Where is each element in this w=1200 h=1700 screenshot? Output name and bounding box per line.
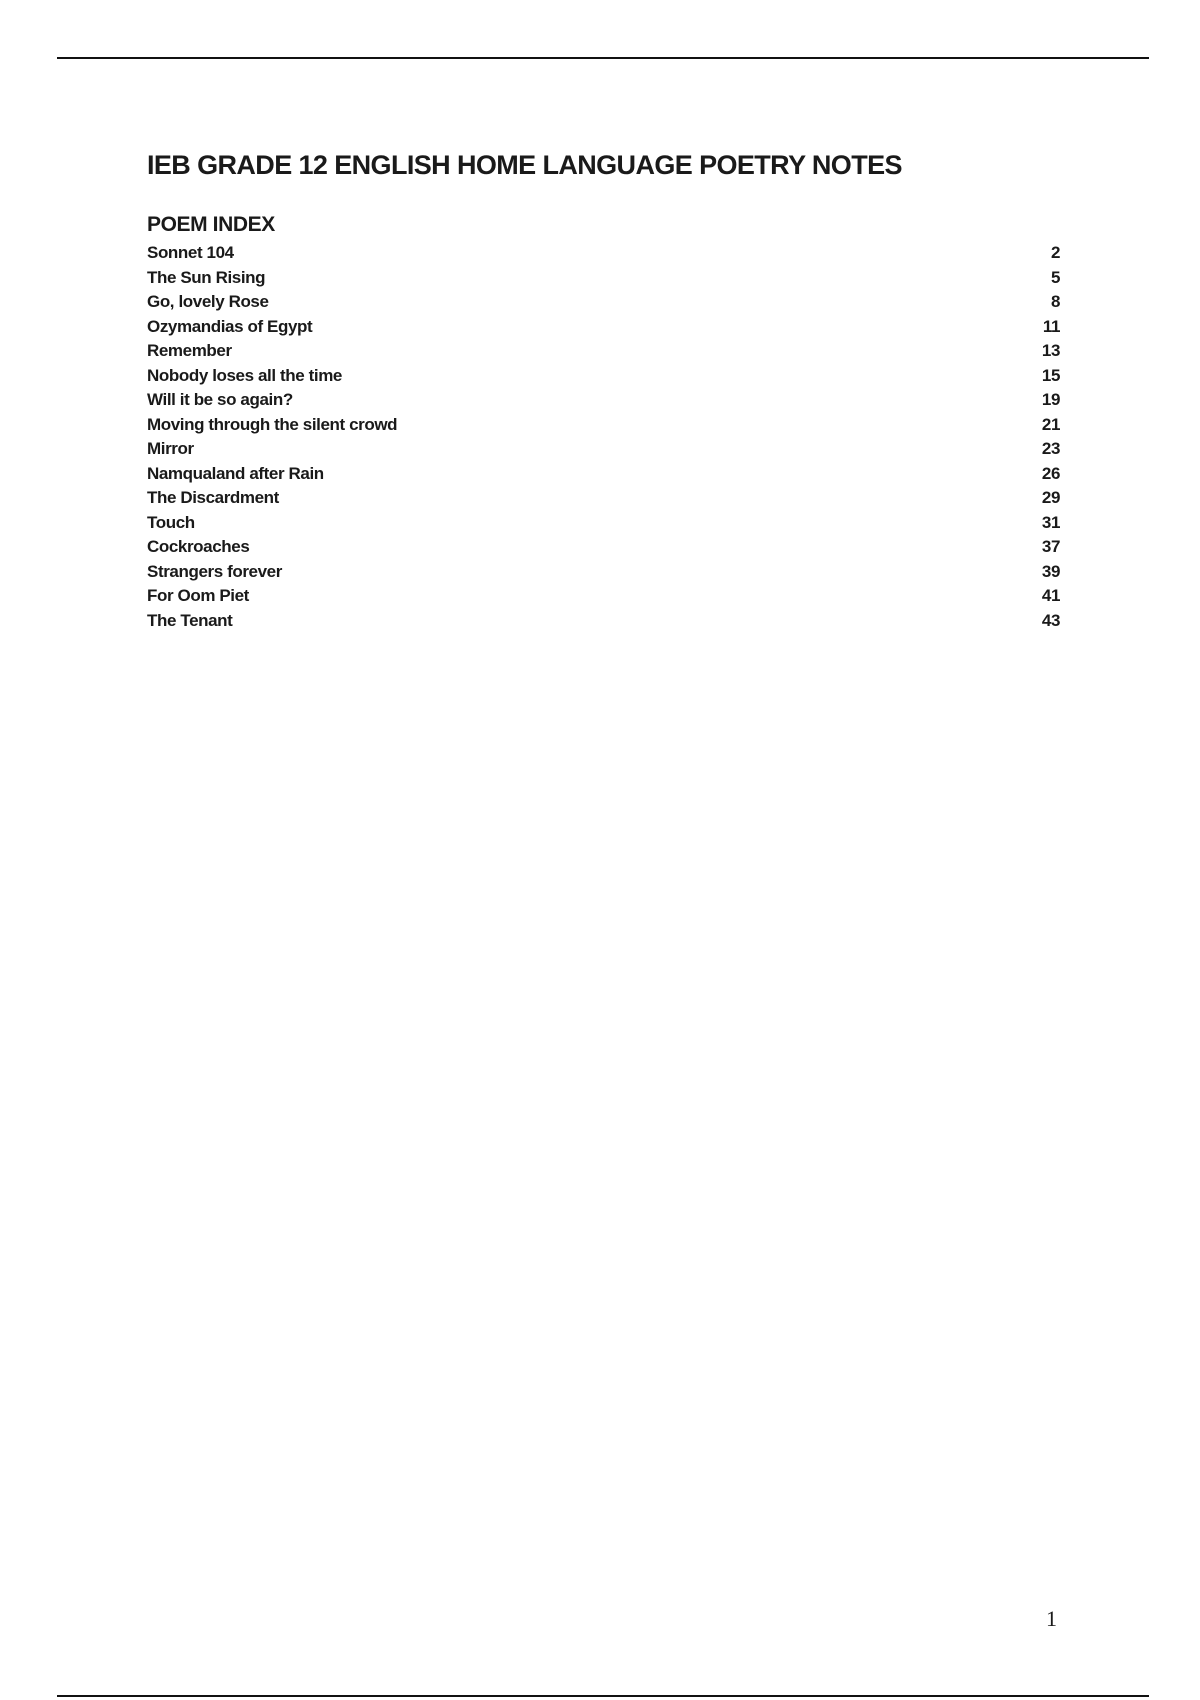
poem-page: 31	[1041, 512, 1060, 532]
poem-title: Ozymandias of Egypt	[147, 316, 313, 336]
poem-page: 5	[1050, 267, 1060, 287]
poem-index	[147, 241, 1060, 633]
header-rule	[57, 57, 1149, 59]
poem-title: Namqualand after Rain	[147, 463, 324, 483]
poem-page: 23	[1041, 439, 1060, 458]
poem-page: 19	[1041, 390, 1060, 409]
index-entry	[147, 609, 1060, 634]
index-entry	[147, 486, 1060, 511]
index-entry	[147, 315, 1060, 340]
poem-title: Touch	[147, 512, 195, 532]
poem-page: 8	[1050, 292, 1060, 311]
poem-page: 43	[1041, 610, 1060, 630]
index-entry	[147, 364, 1060, 389]
poem-title: Remember	[147, 341, 232, 360]
footer-rule	[57, 1695, 1149, 1697]
index-heading: POEM INDEX	[147, 213, 275, 236]
poem-title: The Discardment	[147, 488, 279, 507]
index-entry	[147, 535, 1060, 560]
document-title: IEB GRADE 12 ENGLISH HOME LANGUAGE POETRY NOTES	[147, 150, 902, 180]
index-entry	[147, 388, 1060, 413]
poem-page: 39	[1041, 561, 1060, 581]
poem-page: 26	[1041, 463, 1060, 483]
index-entry	[147, 290, 1060, 315]
index-entry	[147, 511, 1060, 536]
poem-title: Nobody loses all the time	[147, 365, 342, 385]
index-entry	[147, 462, 1060, 487]
index-entry	[147, 339, 1060, 364]
index-entry	[147, 266, 1060, 291]
poem-title: Cockroaches	[147, 537, 250, 556]
poem-page: 41	[1041, 586, 1060, 605]
poem-title: Moving through the silent crowd	[147, 414, 398, 434]
poem-title: Sonnet 104	[147, 243, 234, 262]
poem-title: Strangers forever	[147, 561, 282, 581]
poem-title: Mirror	[147, 439, 194, 458]
index-entry	[147, 560, 1060, 585]
page-number: 1	[1046, 1606, 1057, 1631]
poem-page: 11	[1042, 316, 1060, 336]
poem-page: 37	[1041, 537, 1060, 556]
poem-page: 2	[1050, 243, 1060, 262]
poem-title: Will it be so again?	[147, 390, 293, 409]
index-entry	[147, 437, 1060, 462]
poem-page: 13	[1041, 341, 1060, 360]
index-entry	[147, 413, 1060, 438]
poem-title: For Oom Piet	[147, 586, 249, 605]
poem-title: The Tenant	[147, 610, 233, 630]
poem-title: The Sun Rising	[147, 267, 266, 287]
index-entry	[147, 584, 1060, 609]
index-entry	[147, 241, 1060, 266]
poem-page: 29	[1041, 488, 1060, 507]
poem-page: 15	[1041, 365, 1060, 385]
poem-title: Go, lovely Rose	[147, 292, 269, 311]
poem-page: 21	[1041, 414, 1060, 434]
